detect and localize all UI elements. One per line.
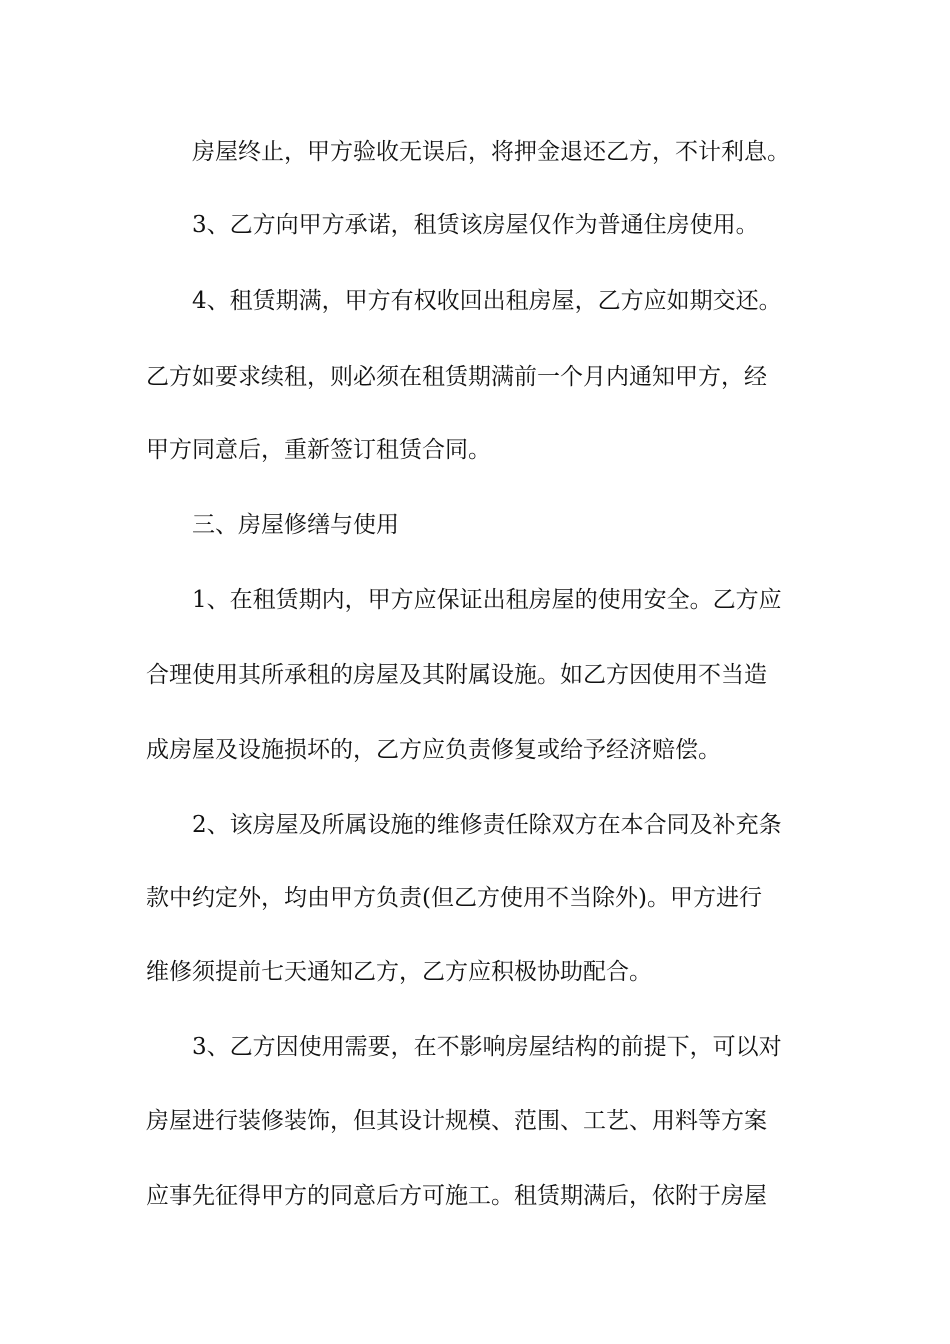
text-line: 房屋终止，甲方验收无误后，将押金退还乙方，不计利息。 (192, 139, 790, 165)
text-line: 房屋进行装修装饰，但其设计规模、范围、工艺、用料等方案 (146, 1108, 767, 1134)
text-line: 3、乙方因使用需要，在不影响房屋结构的前提下，可以对 (192, 1034, 782, 1060)
text-line: 甲方同意后，重新签订租赁合同。 (146, 437, 491, 463)
text-line: 乙方如要求续租，则必须在租赁期满前一个月内通知甲方，经 (146, 364, 767, 390)
text-line: 3、乙方向甲方承诺，租赁该房屋仅作为普通住房使用。 (192, 212, 759, 238)
text-line: 2、该房屋及所属设施的维修责任除双方在本合同及补充条 (192, 812, 782, 838)
text-line: 合理使用其所承租的房屋及其附属设施。如乙方因使用不当造 (146, 662, 767, 688)
text-line: 维修须提前七天通知乙方，乙方应积极协助配合。 (146, 959, 652, 985)
text-line: 成房屋及设施损坏的，乙方应负责修复或给予经济赔偿。 (146, 737, 721, 763)
text-line: 1、在租赁期内，甲方应保证出租房屋的使用安全。乙方应 (192, 587, 782, 613)
text-line: 款中约定外，均由甲方负责(但乙方使用不当除外)。甲方进行 (146, 885, 762, 911)
text-line: 4、租赁期满，甲方有权收回出租房屋，乙方应如期交还。 (192, 288, 782, 314)
text-line: 应事先征得甲方的同意后方可施工。租赁期满后，依附于房屋 (146, 1183, 767, 1209)
section-heading: 三、房屋修缮与使用 (192, 512, 399, 538)
